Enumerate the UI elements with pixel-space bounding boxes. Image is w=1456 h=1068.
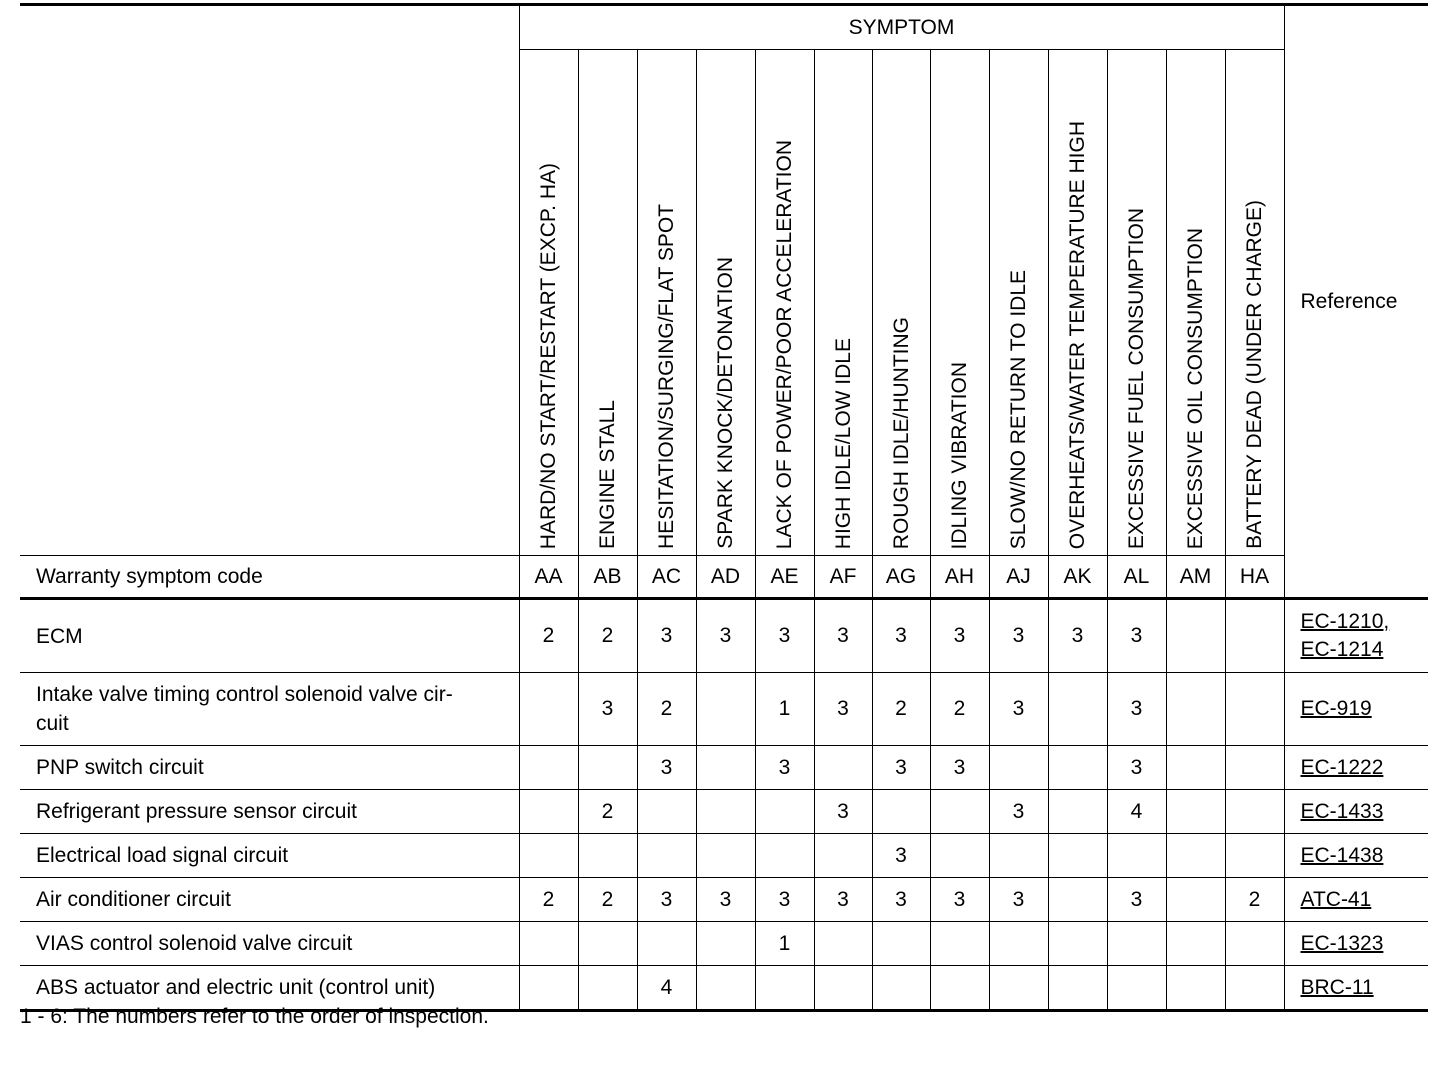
inspection-order-cell: 3 (989, 673, 1048, 746)
inspection-order-cell: 3 (1107, 746, 1166, 790)
symptom-name: SLOW/NO RETURN TO IDLE (1007, 269, 1030, 549)
inspection-order-cell (755, 966, 814, 1011)
inspection-order-cell (1166, 673, 1225, 746)
symptom-name: HESITATION/SURGING/FLAT SPOT (655, 204, 678, 549)
symptom-name: OVERHEATS/WATER TEMPERATURE HIGH (1066, 120, 1089, 549)
inspection-order-cell (1107, 966, 1166, 1011)
inspection-order-cell: 3 (637, 746, 696, 790)
warranty-code-label: Warranty symptom code (20, 556, 519, 599)
symptom-code: AE (755, 556, 814, 599)
inspection-order-cell: 3 (578, 673, 637, 746)
component-label: Intake valve timing control solenoid valve cir- cuit (20, 673, 519, 746)
reference-link[interactable]: EC-1433 (1300, 799, 1384, 823)
inspection-order-cell (696, 673, 755, 746)
inspection-order-cell: 3 (930, 878, 989, 922)
inspection-order-cell (755, 790, 814, 834)
inspection-order-cell: 3 (989, 599, 1048, 673)
symptom-header: SYMPTOM (519, 5, 1284, 50)
inspection-order-cell (578, 966, 637, 1011)
inspection-order-cell: 3 (637, 878, 696, 922)
symptom-name: SPARK KNOCK/DETONATION (714, 257, 737, 549)
inspection-order-cell (519, 834, 578, 878)
reference-link[interactable]: ATC-41 (1300, 887, 1372, 911)
inspection-order-cell: 3 (755, 599, 814, 673)
header-blank-cell (20, 5, 519, 556)
reference-header: Reference (1284, 5, 1428, 599)
inspection-order-cell (578, 746, 637, 790)
table-row (20, 966, 1428, 1011)
symptom-column-header (696, 50, 755, 556)
inspection-order-cell: 3 (1107, 878, 1166, 922)
component-label: Refrigerant pressure sensor circuit (20, 790, 519, 834)
symptom-code: AF (814, 556, 872, 599)
component-label: PNP switch circuit (20, 746, 519, 790)
inspection-order-cell (989, 922, 1048, 966)
symptom-code: AH (930, 556, 989, 599)
inspection-order-cell (1107, 834, 1166, 878)
inspection-order-cell (1048, 746, 1107, 790)
inspection-order-cell (930, 922, 989, 966)
symptom-code: AB (578, 556, 637, 599)
reference-cell (1284, 790, 1428, 834)
symptom-code: AK (1048, 556, 1107, 599)
inspection-order-cell (696, 834, 755, 878)
inspection-order-cell (1166, 966, 1225, 1011)
inspection-order-cell (1048, 834, 1107, 878)
symptom-column-header (1225, 50, 1284, 556)
inspection-order-cell (696, 746, 755, 790)
symptom-name: ENGINE STALL (596, 400, 619, 549)
symptom-code: AC (637, 556, 696, 599)
symptom-table (20, 3, 1428, 1012)
inspection-order-cell: 3 (814, 673, 872, 746)
inspection-order-cell (637, 922, 696, 966)
symptom-column-header (1048, 50, 1107, 556)
inspection-order-cell: 3 (814, 878, 872, 922)
symptom-code: HA (1225, 556, 1284, 599)
inspection-order-cell (1225, 834, 1284, 878)
inspection-order-cell: 2 (637, 673, 696, 746)
inspection-order-cell: 3 (814, 790, 872, 834)
inspection-order-cell: 2 (872, 673, 930, 746)
reference-link[interactable]: EC-1222 (1300, 755, 1384, 779)
inspection-order-cell (872, 966, 930, 1011)
reference-cell (1284, 746, 1428, 790)
reference-cell (1284, 878, 1428, 922)
inspection-order-cell (1048, 790, 1107, 834)
inspection-order-cell (930, 790, 989, 834)
inspection-order-cell: 3 (755, 878, 814, 922)
inspection-order-cell (814, 922, 872, 966)
inspection-order-cell: 3 (696, 599, 755, 673)
inspection-order-cell: 3 (814, 599, 872, 673)
inspection-order-cell (696, 790, 755, 834)
inspection-order-cell (872, 922, 930, 966)
inspection-order-cell: 3 (930, 599, 989, 673)
inspection-order-cell (519, 966, 578, 1011)
inspection-order-cell: 3 (1107, 599, 1166, 673)
inspection-order-cell (1225, 673, 1284, 746)
reference-link[interactable]: EC-1438 (1300, 843, 1384, 867)
inspection-order-cell: 3 (1048, 599, 1107, 673)
symptom-column-header (989, 50, 1048, 556)
reference-cell (1284, 922, 1428, 966)
symptom-column-header (519, 50, 578, 556)
symptom-column-header (578, 50, 637, 556)
reference-link[interactable]: EC-1323 (1300, 931, 1384, 955)
inspection-order-cell (989, 746, 1048, 790)
component-label: VIAS control solenoid valve circuit (20, 922, 519, 966)
inspection-order-cell: 3 (930, 746, 989, 790)
inspection-order-cell: 2 (930, 673, 989, 746)
inspection-order-cell (814, 746, 872, 790)
symptom-column-header (637, 50, 696, 556)
symptom-column-header (930, 50, 989, 556)
inspection-order-cell (1048, 966, 1107, 1011)
inspection-order-cell (637, 790, 696, 834)
inspection-order-cell (1225, 746, 1284, 790)
inspection-order-cell: 3 (989, 878, 1048, 922)
symptom-name: BATTERY DEAD (UNDER CHARGE) (1243, 200, 1266, 549)
symptom-code: AL (1107, 556, 1166, 599)
symptom-column-header (1107, 50, 1166, 556)
table-row (20, 878, 1428, 922)
symptom-name: LACK OF POWER/POOR ACCELERATION (773, 139, 796, 549)
inspection-order-cell: 3 (872, 746, 930, 790)
table-row (20, 599, 1428, 673)
inspection-order-cell: 4 (637, 966, 696, 1011)
symptom-name: ROUGH IDLE/HUNTING (889, 316, 913, 549)
inspection-order-cell (637, 834, 696, 878)
component-label: Air conditioner circuit (20, 878, 519, 922)
table-row (20, 922, 1428, 966)
inspection-order-cell (989, 966, 1048, 1011)
inspection-order-cell: 2 (578, 790, 637, 834)
symptom-name: EXCESSIVE FUEL CONSUMPTION (1125, 207, 1148, 549)
inspection-order-cell (696, 966, 755, 1011)
symptom-code: AD (696, 556, 755, 599)
inspection-order-cell: 2 (578, 878, 637, 922)
inspection-order-cell: 3 (1107, 673, 1166, 746)
inspection-order-cell (930, 966, 989, 1011)
inspection-order-cell (1225, 599, 1284, 673)
inspection-order-cell (1048, 922, 1107, 966)
symptom-name: HIGH IDLE/LOW IDLE (831, 337, 855, 549)
inspection-order-cell (814, 966, 872, 1011)
symptom-code: AM (1166, 556, 1225, 599)
inspection-order-cell (519, 790, 578, 834)
inspection-order-cell: 3 (989, 790, 1048, 834)
inspection-order-cell (1166, 922, 1225, 966)
footnote: 1 - 6: The numbers refer to the order of inspection. (20, 1005, 489, 1028)
symptom-code: AJ (989, 556, 1048, 599)
symptom-column-header (872, 50, 930, 556)
inspection-order-cell (578, 922, 637, 966)
component-label: Electrical load signal circuit (20, 834, 519, 878)
inspection-order-cell (989, 834, 1048, 878)
inspection-order-cell (1166, 746, 1225, 790)
inspection-order-cell: 3 (755, 746, 814, 790)
reference-cell (1284, 673, 1428, 746)
symptom-name: IDLING VIBRATION (948, 361, 971, 549)
symptom-column-header (1166, 50, 1225, 556)
inspection-order-cell (1166, 878, 1225, 922)
inspection-order-cell: 2 (519, 599, 578, 673)
inspection-order-cell: 3 (872, 834, 930, 878)
symptom-column-header (814, 50, 872, 556)
inspection-order-cell (519, 746, 578, 790)
inspection-order-cell: 2 (578, 599, 637, 673)
reference-cell (1284, 966, 1428, 1011)
inspection-order-cell: 3 (872, 599, 930, 673)
reference-link[interactable]: EC-919 (1300, 697, 1372, 720)
inspection-order-cell (814, 834, 872, 878)
inspection-order-cell: 1 (755, 922, 814, 966)
table-row (20, 834, 1428, 878)
inspection-order-cell: 3 (696, 878, 755, 922)
inspection-order-cell (578, 834, 637, 878)
inspection-order-cell: 3 (637, 599, 696, 673)
table-row (20, 790, 1428, 834)
component-label: ABS actuator and electric unit (control unit) (20, 966, 519, 1011)
inspection-order-cell (1048, 878, 1107, 922)
reference-cell (1284, 834, 1428, 878)
inspection-order-cell: 1 (755, 673, 814, 746)
inspection-order-cell (1225, 790, 1284, 834)
symptom-name: EXCESSIVE OIL CONSUMPTION (1184, 227, 1207, 549)
table-row (20, 673, 1428, 746)
inspection-order-cell: 2 (519, 878, 578, 922)
reference-link[interactable]: EC-1214 (1300, 638, 1384, 661)
inspection-order-cell (1166, 599, 1225, 673)
reference-link[interactable]: BRC-11 (1300, 975, 1374, 999)
inspection-order-cell (1166, 834, 1225, 878)
inspection-order-cell (1107, 922, 1166, 966)
inspection-order-cell (755, 834, 814, 878)
inspection-order-cell (930, 834, 989, 878)
table-row (20, 746, 1428, 790)
inspection-order-cell (872, 790, 930, 834)
inspection-order-cell (519, 673, 578, 746)
inspection-order-cell (519, 922, 578, 966)
symptom-code: AG (872, 556, 930, 599)
inspection-order-cell (696, 922, 755, 966)
inspection-order-cell (1048, 673, 1107, 746)
inspection-order-cell (1225, 922, 1284, 966)
symptom-name: HARD/NO START/RESTART (EXCP. HA) (537, 162, 560, 549)
inspection-order-cell: 2 (1225, 878, 1284, 922)
inspection-order-cell (1166, 790, 1225, 834)
symptom-column-header (755, 50, 814, 556)
reference-cell (1284, 599, 1428, 673)
inspection-order-cell: 3 (872, 878, 930, 922)
symptom-code: AA (519, 556, 578, 599)
reference-link[interactable]: EC-1210, (1300, 610, 1390, 633)
inspection-order-cell: 4 (1107, 790, 1166, 834)
inspection-order-cell (1225, 966, 1284, 1011)
component-label: ECM (20, 599, 519, 673)
